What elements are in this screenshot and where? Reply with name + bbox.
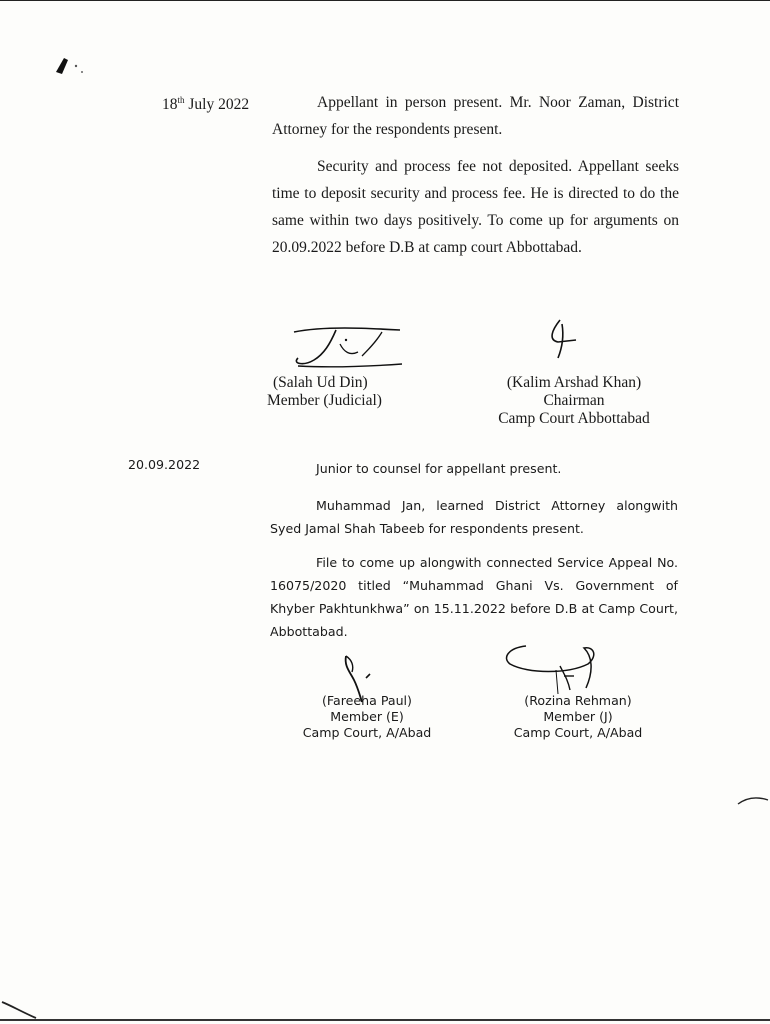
entry2-date: 20.09.2022 [128, 457, 201, 472]
signature-salah-ud-din [284, 322, 404, 372]
signatory-name: (Fareeha Paul) [322, 693, 412, 708]
signatory-title: Member (Judicial) [267, 392, 382, 409]
entry1-paragraph-2: Security and process fee not deposited. Appellant seeks time to deposit security and process fee. He is directed to do the same within two days positively. To come up for arguments on 20.09.2022 before D.B at camp court Abbottabad. [272, 158, 679, 256]
signature-rozina-rehman [498, 640, 608, 700]
entry2-paragraph-3: File to come up alongwith connected Service Appeal No. 16075/2020 titled “Muhammad Ghani Vs. Government of Khyber Pakhtunkhwa” on 15.11.2022 before D.B at Camp Court, Abbottabad. [270, 555, 678, 639]
entry2-signature-left [294, 693, 440, 741]
scan-bottom-edge [0, 1019, 770, 1021]
entry2-paragraph-2: Muhammad Jan, learned District Attorney alongwith Syed Jamal Shah Tabeeb for respondents present. [270, 498, 678, 536]
scan-top-edge [0, 0, 770, 1]
entry1-paragraph-1: Appellant in person present. Mr. Noor Zaman, District Attorney for the respondents present. [272, 94, 679, 138]
signatory-title: Member (E) [330, 709, 404, 724]
entry2-paragraph-1: Junior to counsel for appellant present. [316, 461, 562, 476]
entry1-signature-right [476, 374, 672, 428]
signatory-name: (Rozina Rehman) [524, 693, 632, 708]
entry1-signature-left [267, 374, 397, 410]
signatory-name: (Salah Ud Din) [273, 374, 368, 391]
signatory-place: Camp Court Abbottabad [498, 410, 650, 427]
scan-edge-mark-bottom-left [0, 998, 40, 1020]
scan-edge-mark-right [736, 794, 770, 808]
signatory-name: (Kalim Arshad Khan) [506, 374, 642, 391]
signature-kalim-arshad-khan [540, 318, 584, 362]
signatory-place: Camp Court, A/Abad [513, 725, 643, 740]
signatory-title: Member (J) [543, 709, 613, 724]
entry1-date: 18th July 2022 [162, 95, 250, 113]
signatory-title: Chairman [543, 392, 605, 409]
entry2-signature-right [500, 693, 656, 741]
signatory-place: Camp Court, A/Abad [302, 725, 432, 740]
scan-smudge-mark [52, 52, 92, 82]
